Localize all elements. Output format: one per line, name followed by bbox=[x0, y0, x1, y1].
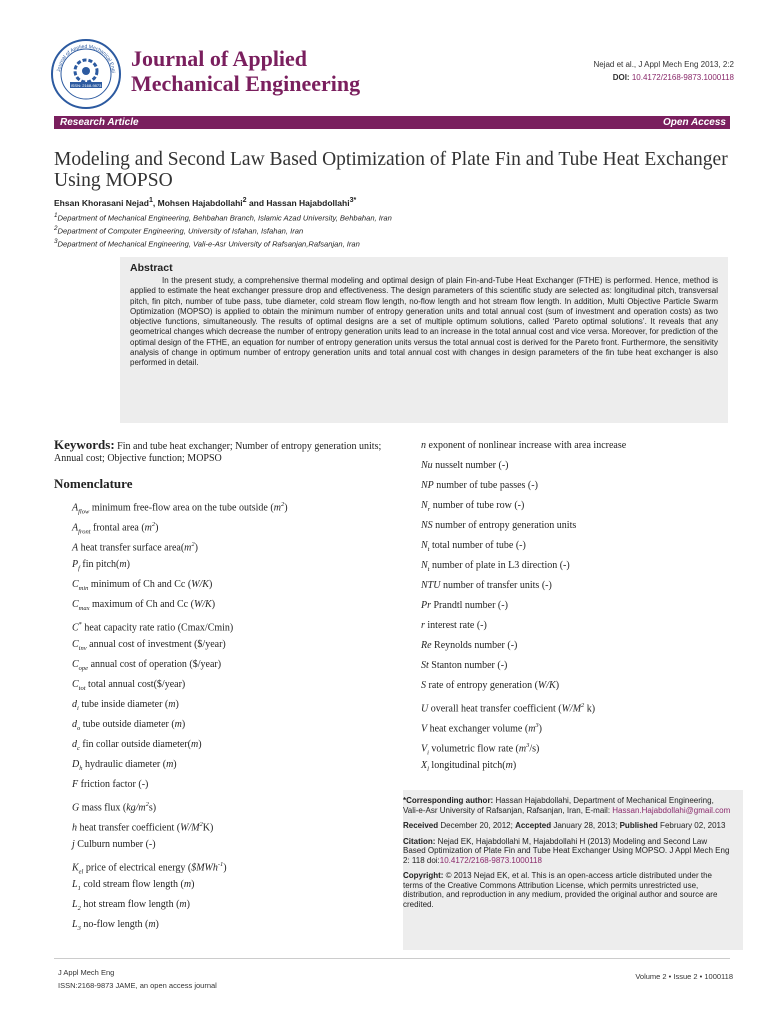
nomenclature-row bbox=[421, 459, 741, 479]
nomenclature-sub: 2 bbox=[77, 905, 81, 912]
nomenclature-row bbox=[72, 798, 392, 818]
nomenclature-symbol: G bbox=[72, 802, 80, 814]
nomenclature-desc: price of electrical energy ( bbox=[83, 862, 192, 874]
author-sup: 3* bbox=[349, 196, 357, 204]
nomenclature-sub: flow bbox=[78, 508, 90, 516]
nomenclature-unit: W/M bbox=[561, 703, 582, 715]
nomenclature-row bbox=[421, 439, 741, 459]
article-title: Modeling and Second Law Based Optimization of Plate Fin and Tube Heat Exchanger Using MOPSO bbox=[54, 149, 728, 191]
nomenclature-symbol: d bbox=[72, 699, 77, 710]
nomenclature-unit: W/K bbox=[537, 680, 556, 691]
nomenclature-row bbox=[72, 818, 392, 838]
logo-issn: ISSN: 2168-9873 bbox=[70, 83, 102, 88]
nomenclature-row bbox=[72, 638, 392, 658]
nomenclature-end: ) bbox=[211, 599, 216, 610]
doi-link[interactable]: 10.4172/2168-9873.1000118 bbox=[631, 73, 734, 82]
nomenclature-end: ) bbox=[512, 760, 517, 771]
nomenclature-sub: 3 bbox=[77, 925, 81, 932]
corresponding-text: *Corresponding author: Hassan Hajabdollahi, Department of Mechanical Engineering, Vali-e-Asr University of Rafsanjan, Rafsanjan, Iran, E-mail: Hassan.Hajabdollahi@gmail.com Received December 20, 2012; Accepted January 28, 2013; Published February 02, 2013 Citation: Nejad EK, Hajabdollahi M, Hajabdollahi H (2013) Modeling and Second Law Based Optimization of Plate Fin and Tube Heat Exchanger Using MOPSO. J Appl Mech Eng 2: 118 doi:10.4172/2168-9873.1000118 Copyright: © 2013 Nejad EK, et al. This is an open-access article distributed under the terms of the Creative Commons Attribution License, which permits unrestricted use, distribution, and reproduction in any medium, provided the original author and source are credited. bbox=[403, 796, 731, 909]
nomenclature-desc: annual cost of operation ($/year) bbox=[88, 659, 222, 670]
nomenclature-unit: m bbox=[166, 759, 174, 770]
nomenclature-end: ) bbox=[173, 759, 177, 770]
nomenclature-row bbox=[72, 918, 392, 938]
copyright-block: Copyright: © 2013 Nejad EK, et al. This is an open-access article distributed under the terms of the Creative Commons Attribution License, which permits unrestricted use, distribution, and reproduction in any medium, provided the original author and source are credited. bbox=[403, 871, 718, 909]
nomenclature-end: ) bbox=[126, 559, 130, 570]
keywords bbox=[54, 439, 384, 465]
nomenclature-unit: m bbox=[528, 723, 536, 735]
nomenclature-desc: volumetric flow rate ( bbox=[428, 743, 519, 755]
nomenclature-unit: m bbox=[168, 699, 176, 710]
nomenclature-desc: heat capacity rate ratio (C bbox=[81, 622, 188, 634]
citation-doi-link[interactable]: 10.4172/2168-9873.1000118 bbox=[439, 855, 542, 865]
nomenclature-sub: inv bbox=[78, 645, 87, 652]
nomenclature-symbol: L bbox=[72, 879, 78, 890]
nomenclature-row bbox=[421, 619, 741, 639]
nomenclature-end: ) bbox=[155, 919, 159, 930]
nomenclature-end: ) bbox=[191, 879, 195, 890]
nomenclature-sub: c bbox=[77, 745, 80, 752]
nomenclature-symbol: X bbox=[421, 760, 428, 771]
affiliation-text: Department of Mechanical Engineering, Vali-e-Asr University of Rafsanjan,Rafsanjan, Iran bbox=[57, 239, 360, 249]
nomenclature-desc: exponent of nonlinear increase with area increase bbox=[426, 440, 627, 451]
email-link[interactable]: Hassan.Hajabdollahi@gmail.com bbox=[612, 805, 731, 815]
nomenclature-row bbox=[421, 519, 741, 539]
nomenclature-desc: minimum free-flow area on the tube outside ( bbox=[89, 502, 274, 514]
nomenclature-desc: heat transfer surface area( bbox=[78, 542, 185, 554]
nomenclature-unit: m bbox=[119, 559, 127, 570]
nomenclature-desc: Stanton number (-) bbox=[428, 660, 508, 671]
nomenclature-row bbox=[421, 659, 741, 679]
nomenclature-desc: total annual cost($/year) bbox=[85, 679, 186, 690]
nomenclature-symbol: Re bbox=[421, 640, 432, 651]
nomenclature-desc: annual cost of investment ($/year) bbox=[86, 639, 226, 650]
logo-ring-text: Journal of Applied Mechanical Engi bbox=[56, 43, 116, 74]
nomenclature-row bbox=[421, 559, 741, 579]
nomenclature-row bbox=[421, 599, 741, 619]
nomenclature-symbol: K bbox=[72, 862, 79, 874]
nomenclature-desc: Culburn number (-) bbox=[74, 839, 156, 850]
header-citation: Nejad et al., J Appl Mech Eng 2013, 2:2 DOI: 10.4172/2168-9873.1000118 bbox=[593, 60, 734, 82]
nomenclature-row bbox=[72, 558, 392, 578]
nomenclature-desc: interest rate (-) bbox=[424, 620, 487, 631]
affiliation-sup: 2 bbox=[54, 225, 58, 233]
nomenclature-symbol: V bbox=[421, 743, 428, 755]
nomenclature-unit-sup: 2 bbox=[280, 501, 285, 508]
nomenclature-sub: i bbox=[427, 749, 429, 757]
nomenclature-unit: W/K bbox=[191, 579, 209, 590]
nomenclature-symbol: C bbox=[72, 599, 79, 610]
author-name: Ehsan Khorasani Nejad bbox=[54, 197, 149, 208]
nomenclature-desc: hydraulic diameter ( bbox=[82, 759, 167, 770]
nomenclature-desc: number of tube row (-) bbox=[430, 500, 525, 511]
nomenclature-unit-sup: 2 bbox=[145, 801, 149, 808]
nomenclature-row bbox=[72, 518, 392, 538]
nomenclature-desc: Prandtl number (-) bbox=[431, 600, 508, 611]
abstract-box bbox=[120, 257, 728, 423]
nomenclature-end: ) bbox=[538, 723, 543, 735]
nomenclature-symbol: C bbox=[72, 622, 79, 634]
nomenclature-unit-sup: 2 bbox=[199, 821, 203, 828]
abstract-text: In the present study, a comprehensive thermal modeling and optimal design of plain Fin-and-Tube Heat Exchanger (FTHE) is performed. Hence, method is applied to estimate the heat exchanger pressure drop and effectiveness. The design parameters of this scientific study are selected as: longitudinal pitch, transversal pitch, fin pitch, number of tube pass, tube diameter, cold stream flow length, no-flow length and hot stream flow length. In addition, Multi Objective Particle Swarm Optimization (MOPSO) is applied to obtain the minimum number of entropy generation units and total annual cost (sum of investment and operation costs) as two objective functions, simultaneously. The results of optimal designs are a set of multiple optimum solutions, called ‘Pareto optimal solutions’. It reveals that any geometrical changes which decrease the number of entropy generation units lead to an increase in the total annual cost and vice versa. Moreover, for prediction of the optimal design of the FTHE, an equation for number of entropy generation units versus the total annual cost is derived for the Pareto front. Furthermore, the sensitivity analysis of change in optimum number of entropy generation units and total annual cost with changes in design parameters of the fin tube heat exchanger is also performed in detail. bbox=[130, 276, 718, 368]
nomenclature-symbol: A bbox=[72, 522, 79, 534]
dates: Received December 20, 2012; Accepted January 28, 2013; Published February 02, 2013 bbox=[403, 821, 726, 830]
nomenclature-unit: W/K bbox=[193, 599, 212, 610]
nomenclature-row bbox=[72, 498, 392, 518]
journal-logo bbox=[50, 38, 122, 110]
nomenclature-unit: m bbox=[144, 522, 152, 534]
nomenclature-symbol: NP bbox=[421, 480, 434, 491]
nomenclature-desc: no-flow length ( bbox=[80, 919, 149, 930]
nomenclature-unit: m bbox=[148, 919, 156, 930]
nomenclature-row bbox=[421, 759, 741, 779]
nomenclature-row bbox=[72, 578, 392, 598]
nomenclature-sub: r bbox=[427, 506, 431, 513]
nomenclature-sub: t bbox=[427, 566, 430, 573]
nomenclature-desc: frontal area ( bbox=[90, 522, 145, 534]
nomenclature-unit-sup: 2 bbox=[191, 541, 195, 548]
footer-left: J Appl Mech Eng ISSN:2168-9873 JAME, an open access journal bbox=[58, 968, 217, 990]
journal-title: Journal of Applied Mechanical Engineering bbox=[131, 46, 361, 96]
nomenclature-row bbox=[421, 639, 741, 659]
nomenclature-symbol: h bbox=[72, 822, 77, 834]
nomenclature-sub: tot bbox=[78, 685, 86, 692]
affiliation bbox=[54, 224, 392, 237]
nomenclature-unit-sup: 2 bbox=[581, 702, 585, 709]
nomenclature-end: ) bbox=[198, 739, 202, 750]
nomenclature-symbol: S bbox=[421, 680, 426, 691]
footer-rule bbox=[54, 958, 730, 959]
nomenclature-unit: kg/m bbox=[126, 802, 146, 814]
nomenclature-symbol: C bbox=[72, 659, 79, 670]
author-list: Ehsan Khorasani Nejad$^1$, Mohsen Hajabdollahi$^2$ and Hassan Hajabdollahi$^{3*}$ bbox=[54, 196, 357, 208]
nomenclature-row bbox=[421, 739, 741, 759]
nomenclature-desc: tube outside diameter ( bbox=[80, 719, 175, 730]
nomenclature-symbol: C bbox=[72, 639, 79, 650]
nomenclature-desc: Reynolds number (-) bbox=[431, 640, 518, 651]
nomenclature-unit: $MWh bbox=[191, 862, 218, 874]
nomenclature-row bbox=[421, 479, 741, 499]
nomenclature-unit: m bbox=[518, 743, 527, 755]
nomenclature-unit-sup: -1 bbox=[217, 861, 224, 868]
nomenclature-end: max/Cmin) bbox=[187, 622, 234, 634]
nomenclature-sub: l bbox=[427, 766, 429, 773]
nomenclature-end: ) bbox=[186, 899, 190, 910]
keywords-label: Keywords: bbox=[54, 437, 115, 452]
nomenclature-row bbox=[421, 719, 741, 739]
nomenclature-unit: m bbox=[505, 760, 513, 771]
nomenclature-sub: el bbox=[78, 868, 84, 876]
nomenclature-symbol: n bbox=[421, 440, 426, 451]
nomenclature-unit: m bbox=[179, 899, 187, 910]
affiliation-text: Department of Computer Engineering, University of Isfahan, Isfahan, Iran bbox=[57, 226, 304, 236]
nomenclature-row bbox=[72, 738, 392, 758]
nomenclature-end: ) bbox=[208, 579, 213, 590]
nomenclature-row bbox=[421, 539, 741, 559]
nomenclature-sub: min bbox=[78, 585, 89, 592]
nomenclature-end: s) bbox=[148, 802, 157, 814]
nomenclature-symbol: St bbox=[421, 660, 429, 671]
nomenclature-desc: friction factor (-) bbox=[78, 779, 149, 790]
nomenclature-row bbox=[72, 698, 392, 718]
nomenclature-unit-sup: 2 bbox=[151, 521, 156, 528]
nomenclature-desc: rate of entropy generation ( bbox=[426, 680, 538, 691]
nomenclature-desc: fin pitch( bbox=[79, 559, 120, 570]
nomenclature-desc: number of tube passes (-) bbox=[433, 480, 538, 491]
nomenclature-row bbox=[72, 778, 392, 798]
nomenclature-symbol: j bbox=[72, 839, 75, 850]
nomenclature-symbol: d bbox=[72, 719, 77, 730]
nomenclature-symbol: r bbox=[421, 620, 425, 631]
nomenclature-symbol: d bbox=[72, 739, 77, 750]
nomenclature-row bbox=[72, 898, 392, 918]
citation-block: Citation: Nejad EK, Hajabdollahi M, Hajabdollahi H (2013) Modeling and Second Law Based Optimization of Plate Fin and Tube Heat Exchanger Using MOPSO. J Appl Mech Eng 2: 118 doi:10.4172/2168-9873.1000118 bbox=[403, 836, 730, 865]
nomenclature-desc: longitudinal pitch( bbox=[428, 760, 506, 771]
nomenclature-row bbox=[72, 618, 392, 638]
nomenclature-desc: number of transfer units (-) bbox=[440, 580, 552, 591]
footer-volume: Volume 2 • Issue 2 • 1000118 bbox=[635, 972, 733, 981]
nomenclature-sub: 1 bbox=[77, 885, 81, 892]
nomenclature-row bbox=[72, 678, 392, 698]
nomenclature-end: ) bbox=[155, 522, 159, 534]
nomenclature-column-1 bbox=[72, 498, 392, 938]
nomenclature-symbol: D bbox=[72, 759, 80, 770]
nomenclature-sub: i bbox=[77, 705, 79, 712]
nomenclature-end: ) bbox=[194, 542, 198, 554]
nomenclature-row bbox=[72, 758, 392, 778]
nomenclature-end: k) bbox=[584, 703, 596, 715]
nomenclature-unit: m bbox=[184, 542, 192, 554]
nomenclature-sub: ope bbox=[78, 665, 89, 672]
nomenclature-unit: m bbox=[183, 879, 192, 890]
nomenclature-row bbox=[421, 499, 741, 519]
nomenclature-desc: mass flux ( bbox=[79, 802, 127, 814]
abstract-heading: Abstract bbox=[130, 262, 173, 274]
nomenclature-end: ) bbox=[284, 502, 288, 514]
nomenclature-end: 3 direction (-) bbox=[514, 560, 570, 571]
nomenclature-symbol: N bbox=[421, 560, 428, 571]
nomenclature-symbol: U bbox=[421, 703, 429, 715]
nomenclature-desc: heat exchanger volume ( bbox=[427, 723, 529, 735]
nomenclature-desc: fin collar outside diameter( bbox=[79, 739, 191, 750]
affiliation bbox=[54, 211, 392, 224]
nomenclature-desc: heat transfer coefficient ( bbox=[77, 822, 181, 834]
author-sup: 2 bbox=[242, 196, 247, 204]
nomenclature-symbol: C bbox=[72, 679, 79, 690]
affiliation-list bbox=[54, 211, 392, 250]
nomenclature-symbol: C bbox=[72, 579, 79, 590]
nomenclature-desc: hot stream flow length ( bbox=[80, 899, 180, 910]
nomenclature-end: K) bbox=[202, 822, 214, 834]
nomenclature-symbol: L bbox=[72, 899, 78, 910]
nomenclature-sub: t bbox=[427, 546, 430, 553]
nomenclature-row bbox=[72, 598, 392, 618]
nomenclature-end: ) bbox=[175, 699, 179, 710]
nomenclature-unit: m bbox=[190, 739, 199, 750]
nomenclature-unit-sup: 3 bbox=[535, 722, 539, 729]
author-sup: 1 bbox=[148, 196, 153, 204]
nomenclature-symbol: F bbox=[72, 779, 79, 790]
nomenclature-unit: W/M bbox=[180, 822, 200, 834]
nomenclature-symbol: A bbox=[72, 542, 79, 554]
nomenclature-row bbox=[72, 878, 392, 898]
author-name: Mohsen Hajabdollahi bbox=[157, 197, 243, 208]
nomenclature-unit: m bbox=[273, 502, 281, 514]
nomenclature-sub: h bbox=[79, 765, 83, 772]
nomenclature-symbol: NTU bbox=[421, 580, 441, 591]
nomenclature-symbol: V bbox=[421, 723, 428, 735]
nomenclature-sub: f bbox=[78, 565, 80, 572]
research-article-label: Research Article bbox=[60, 117, 139, 128]
article-type-banner bbox=[54, 116, 730, 129]
open-access-label: Open Access bbox=[663, 117, 726, 128]
nomenclature-symbol: L bbox=[72, 919, 78, 930]
nomenclature-desc: overall heat transfer coefficient ( bbox=[428, 703, 562, 715]
affiliation-sup: 3 bbox=[54, 238, 58, 246]
nomenclature-heading: Nomenclature bbox=[54, 476, 133, 491]
nomenclature-symbol: N bbox=[421, 540, 428, 551]
nomenclature-symbol: N bbox=[421, 500, 428, 511]
nomenclature-symbol: A bbox=[72, 502, 79, 514]
nomenclature-symbol: P bbox=[72, 559, 79, 570]
affiliation bbox=[54, 237, 392, 250]
nomenclature-row bbox=[421, 579, 741, 599]
nomenclature-symbol: NS bbox=[421, 520, 433, 531]
nomenclature-desc: nusselt number (-) bbox=[432, 460, 509, 471]
nomenclature-sup: * bbox=[78, 621, 82, 628]
affiliation-text: Department of Mechanical Engineering, Behbahan Branch, Islamic Azad University, Behbahan, Iran bbox=[57, 213, 392, 223]
nomenclature-unit: m bbox=[174, 719, 182, 730]
nomenclature-desc: maximum of Ch and Cc ( bbox=[89, 599, 194, 610]
nomenclature-end: ) bbox=[181, 719, 186, 730]
nomenclature-row bbox=[72, 858, 392, 878]
nomenclature-end: ) bbox=[555, 680, 560, 691]
affiliation-sup: 1 bbox=[54, 212, 58, 219]
nomenclature-desc: total number of tube (-) bbox=[429, 540, 526, 551]
nomenclature-desc: cold stream flow length ( bbox=[80, 879, 184, 890]
nomenclature-sub: front bbox=[78, 528, 91, 536]
nomenclature-desc: number of entropy generation units bbox=[432, 520, 577, 531]
nomenclature-column-2 bbox=[421, 439, 741, 779]
nomenclature-row bbox=[421, 679, 741, 699]
nomenclature-symbol: Pr bbox=[421, 600, 431, 611]
nomenclature-row bbox=[421, 699, 741, 719]
nomenclature-row bbox=[72, 718, 392, 738]
keywords-text: Fin and tube heat exchanger; Number of entropy generation units; Annual cost; Objective function; MOPSO bbox=[54, 441, 382, 464]
nomenclature-row bbox=[72, 838, 392, 858]
nomenclature-row bbox=[72, 658, 392, 678]
nomenclature-end: ) bbox=[223, 862, 227, 874]
author-name: Hassan Hajabdollahi bbox=[266, 197, 350, 208]
nomenclature-row bbox=[72, 538, 392, 558]
nomenclature-end: /s) bbox=[529, 743, 540, 755]
nomenclature-unit-sup: 3 bbox=[526, 742, 530, 749]
nomenclature-sub: max bbox=[78, 605, 90, 612]
nomenclature-desc: tube inside diameter ( bbox=[78, 699, 169, 710]
nomenclature-symbol: Nu bbox=[421, 460, 433, 471]
nomenclature-sub: o bbox=[77, 725, 81, 732]
nomenclature-desc: number of plate in L bbox=[429, 560, 515, 571]
nomenclature-desc: minimum of Ch and Cc ( bbox=[88, 579, 192, 590]
